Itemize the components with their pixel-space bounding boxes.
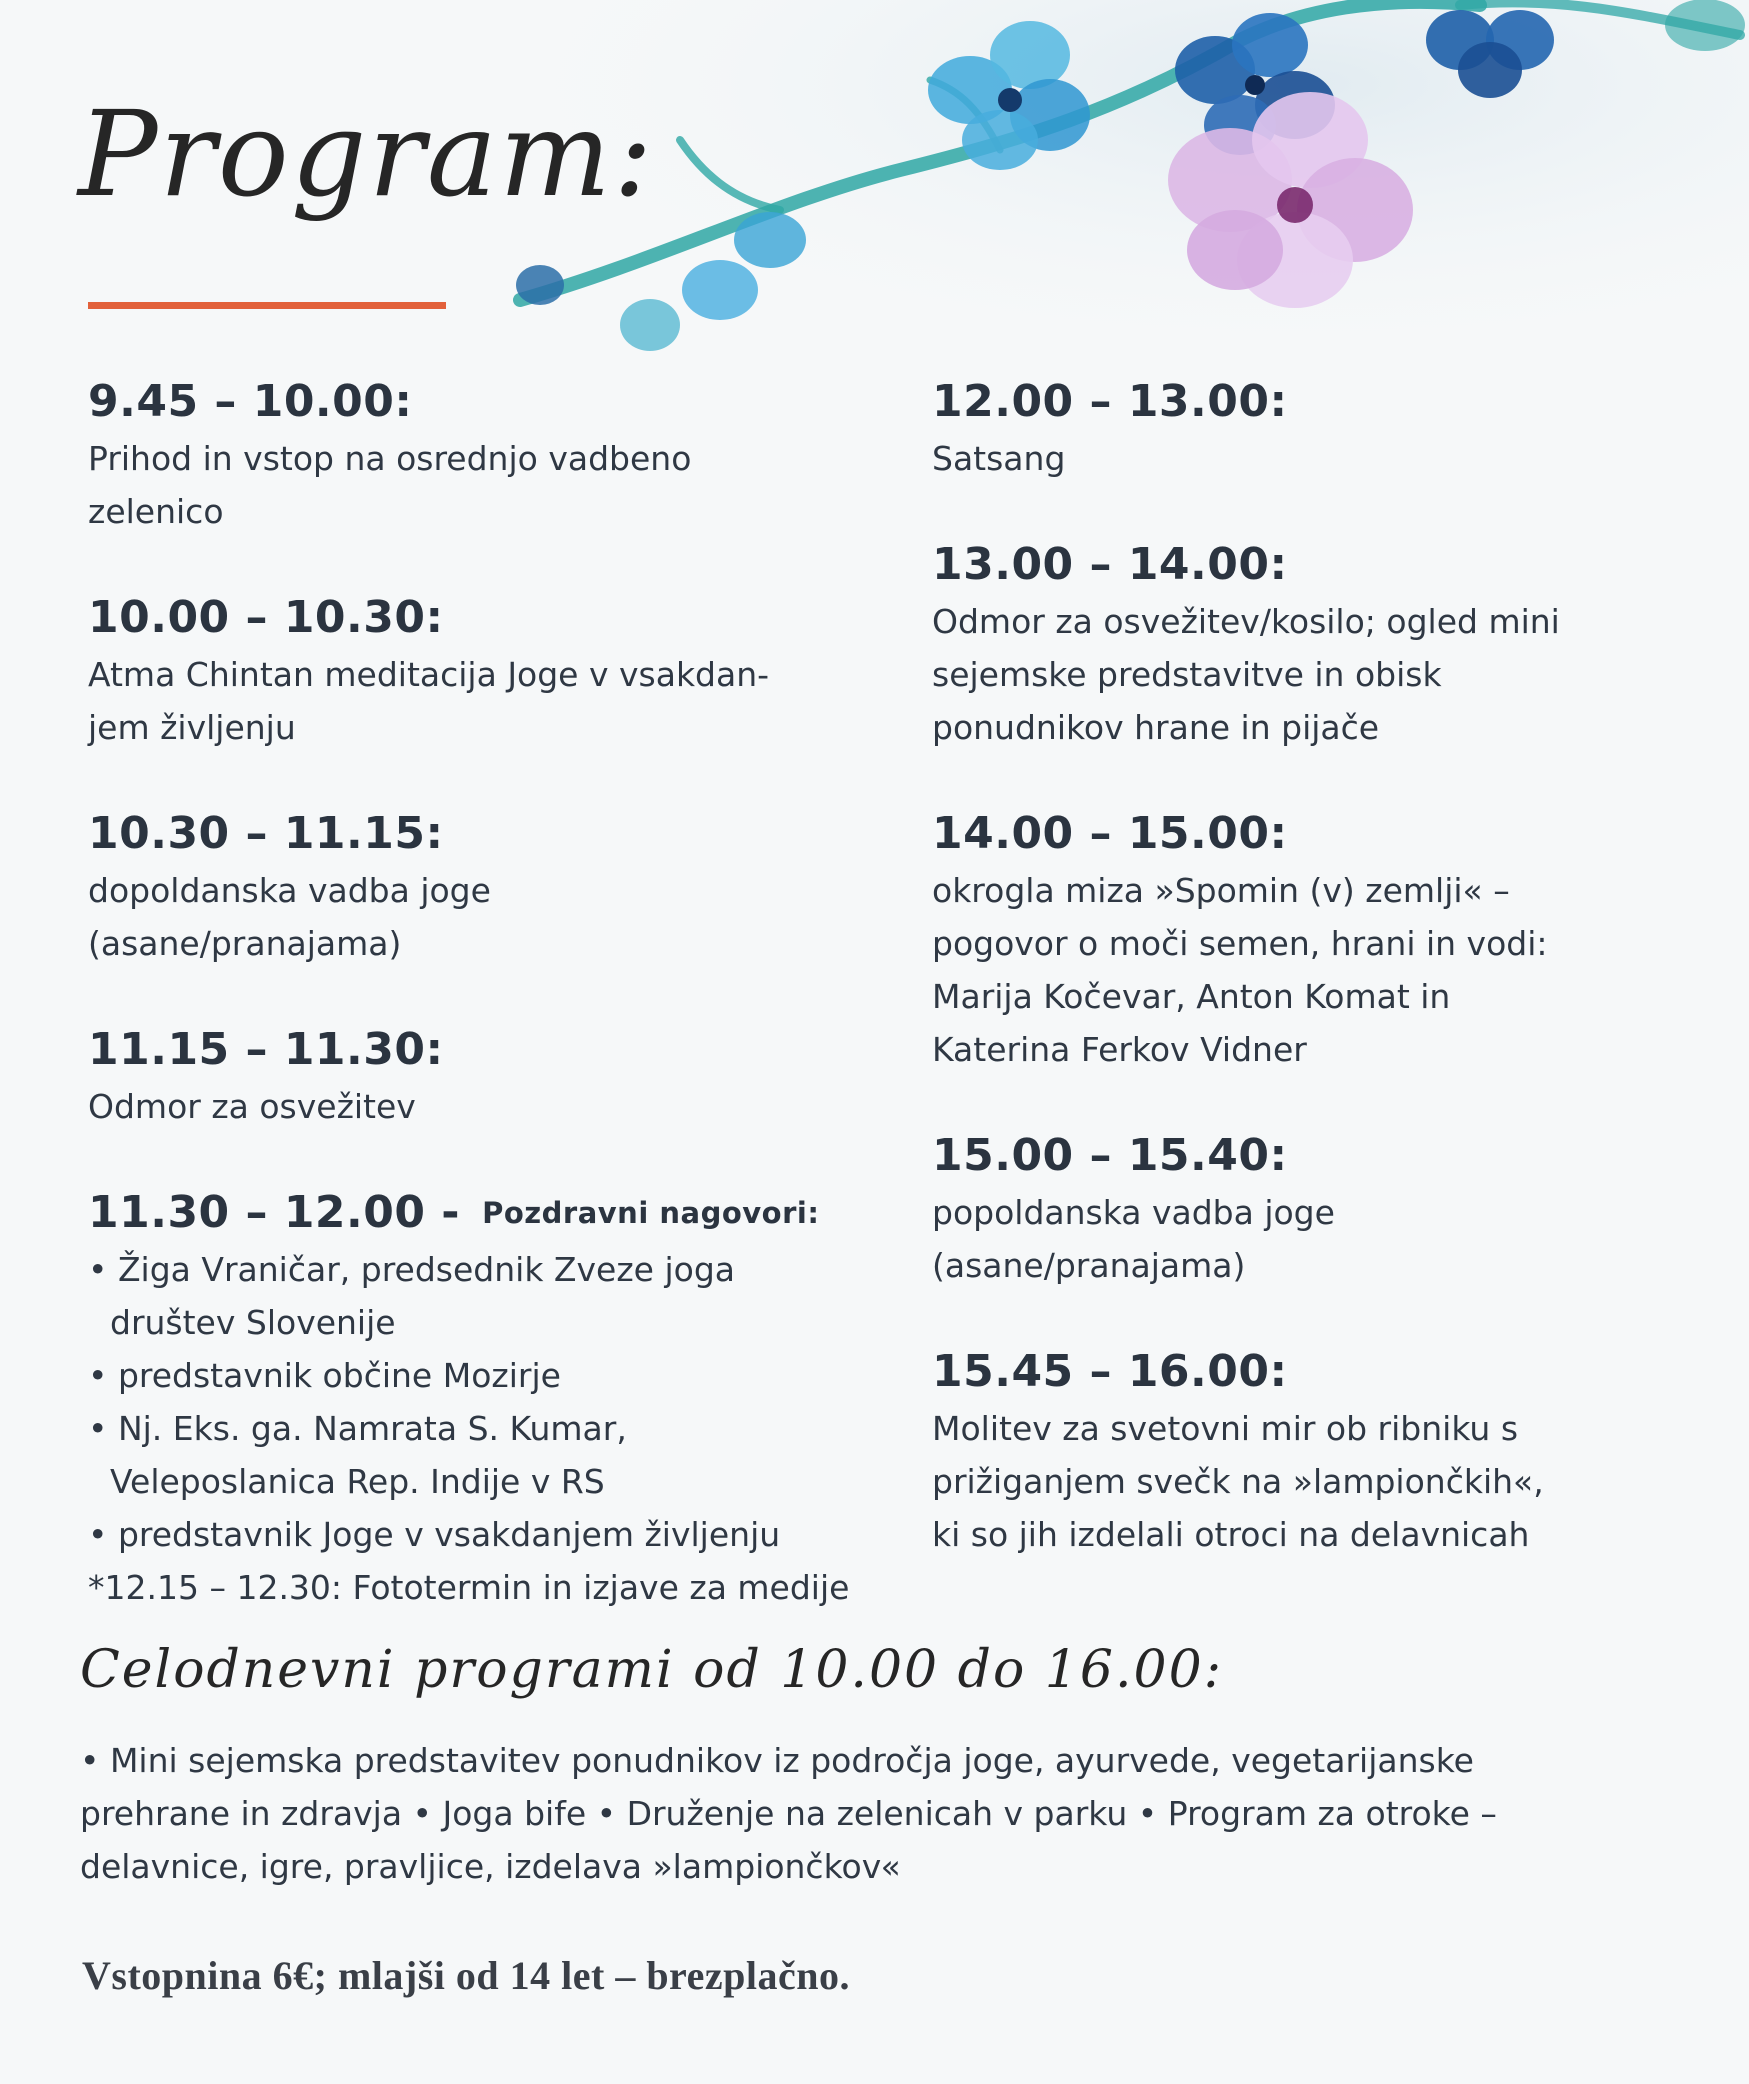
schedule-desc: Odmor za osvežitev (88, 1087, 416, 1126)
schedule-desc: sejemske predstavitve in obisk (932, 655, 1442, 694)
schedule-time: 9.45 – 10.00: (88, 376, 413, 427)
greeting-line: • Žiga Vraničar, predsednik Zveze joga (88, 1250, 735, 1289)
schedule-time: 14.00 – 15.00: (932, 808, 1288, 859)
allday-line: prehrane in zdravja • Joga bife • Druženje na zelenicah v parku • Program za otroke – (80, 1794, 1497, 1833)
greeting-line: društev Slovenije (110, 1303, 396, 1342)
schedule-desc: Atma Chintan meditacija Joge v vsakdan- (88, 655, 770, 694)
schedule-desc: ponudnikov hrane in pijače (932, 708, 1380, 747)
schedule-desc: pogovor o moči semen, hrani in vodi: (932, 924, 1548, 963)
schedule-desc: Odmor za osvežitev/kosilo; ogled mini (932, 602, 1560, 641)
allday-heading: Celodnevni programi od 10.00 do 16.00: (80, 1640, 1224, 1700)
schedule-desc: Satsang (932, 439, 1066, 478)
greeting-line: • predstavnik občine Mozirje (88, 1356, 561, 1395)
schedule-desc: jem življenju (88, 708, 296, 747)
schedule-item (932, 535, 1732, 754)
schedule-item (88, 588, 928, 754)
schedule-left-column (88, 372, 928, 1664)
schedule-item (932, 1342, 1732, 1561)
schedule-desc: dopoldanska vadba joge (88, 871, 491, 910)
allday-line: delavnice, igre, pravljice, izdelava »lampiončkov« (80, 1847, 901, 1886)
schedule-desc: Marija Kočevar, Anton Komat in (932, 977, 1451, 1016)
schedule-desc: Katerina Ferkov Vidner (932, 1030, 1307, 1069)
greeting-line: • Nj. Eks. ga. Namrata S. Kumar, (88, 1409, 627, 1448)
schedule-desc: Prihod in vstop na osrednjo vadbeno (88, 439, 692, 478)
page-title: Program: (78, 85, 655, 223)
schedule-desc: (asane/pranajama) (932, 1246, 1246, 1285)
schedule-desc: prižiganjem svečk na »lampiončkih«, (932, 1462, 1544, 1501)
greetings-label: Pozdravni nagovori: (482, 1196, 820, 1230)
greeting-item (88, 1243, 928, 1349)
entry-fee: Vstopnina 6€; mlajši od 14 let – brezplačno. (82, 1953, 850, 1998)
allday-line: • Mini sejemska predstavitev ponudnikov iz področja joge, ayurvede, vegetarijanske (80, 1741, 1474, 1780)
schedule-item (88, 372, 928, 538)
schedule-desc: zelenico (88, 492, 224, 531)
schedule-item (88, 1020, 928, 1133)
schedule-desc: (asane/pranajama) (88, 924, 402, 963)
schedule-desc: popoldanska vadba joge (932, 1193, 1335, 1232)
schedule-time: 15.00 – 15.40: (932, 1130, 1288, 1181)
schedule-time: 15.45 – 16.00: (932, 1346, 1288, 1397)
greeting-item (88, 1402, 928, 1508)
schedule-time: 13.00 – 14.00: (932, 539, 1288, 590)
schedule-desc: okrogla miza »Spomin (v) zemlji« – (932, 871, 1510, 910)
schedule-item (932, 372, 1732, 485)
schedule-desc: ki so jih izdelali otroci na delavnicah (932, 1515, 1530, 1554)
schedule-item (932, 1126, 1732, 1292)
allday-description (80, 1734, 1680, 1893)
schedule-time: 10.30 – 11.15: (88, 808, 444, 859)
greeting-line: Veleposlanica Rep. Indije v RS (110, 1462, 605, 1501)
schedule-right-column (932, 372, 1732, 1611)
title-underline (88, 302, 446, 309)
greetings-block (88, 1183, 928, 1614)
greeting-line: • predstavnik Joge v vsakdanjem življenju (88, 1515, 781, 1554)
schedule-time: 11.15 – 11.30: (88, 1024, 444, 1075)
schedule-item (88, 804, 928, 970)
flower-branch-illustration (480, 0, 1749, 420)
photo-note: *12.15 – 12.30: Fototermin in izjave za medije (88, 1568, 850, 1607)
schedule-time (88, 1183, 928, 1243)
schedule-time: 10.00 – 10.30: (88, 592, 444, 643)
greeting-item (88, 1508, 928, 1561)
greeting-item (88, 1349, 928, 1402)
schedule-desc: Molitev za svetovni mir ob ribniku s (932, 1409, 1519, 1448)
schedule-time: 12.00 – 13.00: (932, 376, 1288, 427)
schedule-item (932, 804, 1732, 1076)
greetings-time: 11.30 – 12.00 - (88, 1187, 461, 1238)
